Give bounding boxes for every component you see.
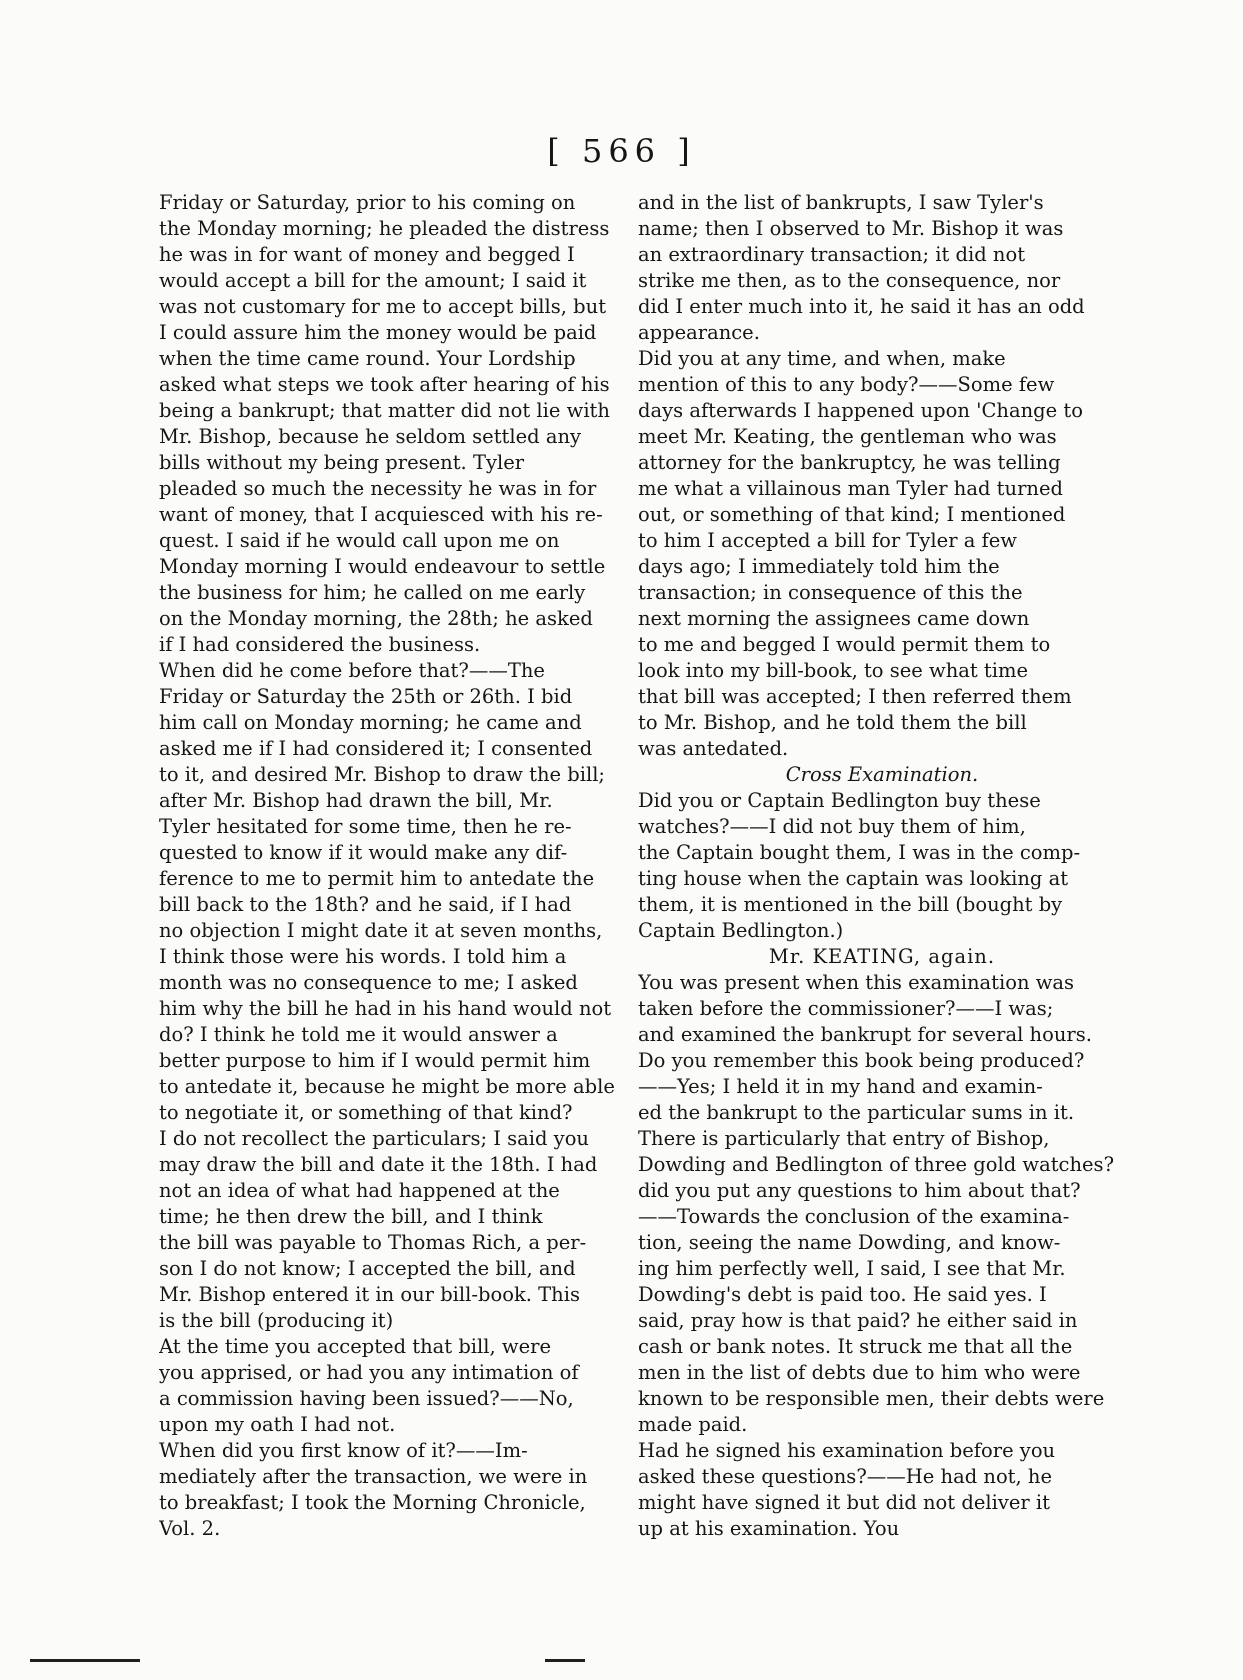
- text-line: him why the bill he had in his hand would not: [159, 997, 612, 1020]
- text-line: the bill was payable to Thomas Rich, a per-: [159, 1231, 587, 1254]
- text-line: to it, and desired Mr. Bishop to draw the bill;: [159, 763, 606, 786]
- text-line: son I do not know; I accepted the bill, and: [159, 1257, 576, 1280]
- text-line: to Mr. Bishop, and he told them the bill: [638, 711, 1027, 734]
- text-line: cash or bank notes. It struck me that all the: [638, 1335, 1073, 1358]
- text-line: quest. I said if he would call upon me on: [159, 529, 560, 552]
- text-line: to antedate it, because he might be more able: [159, 1075, 615, 1098]
- text-line: after Mr. Bishop had drawn the bill, Mr.: [159, 789, 553, 812]
- text-line: the business for him; he called on me early: [159, 581, 586, 604]
- text-line: look into my bill-book, to see what time: [638, 659, 1029, 682]
- text-line: days afterwards I happened upon 'Change to: [638, 399, 1083, 422]
- text-line: At the time you accepted that bill, were: [159, 1335, 552, 1358]
- text-line: month was no consequence to me; I asked: [159, 971, 578, 994]
- text-line: better purpose to him if I would permit him: [159, 1049, 591, 1072]
- text-line: Mr. Bishop entered it in our bill-book. This: [159, 1283, 580, 1306]
- text-line: known to be responsible men, their debts were: [638, 1387, 1105, 1410]
- text-line: ——Yes; I held it in my hand and examin-: [638, 1075, 1043, 1098]
- text-line: Monday morning I would endeavour to settle: [159, 555, 606, 578]
- text-line: me what a villainous man Tyler had turned: [638, 477, 1063, 500]
- text-line: strike me then, as to the consequence, nor: [638, 269, 1061, 292]
- text-line: to him I accepted a bill for Tyler a few: [638, 529, 1017, 552]
- text-line: want of money, that I acquiesced with his re-: [159, 503, 603, 526]
- text-line: did I enter much into it, he said it has an odd: [638, 295, 1085, 318]
- text-line: bills without my being present. Tyler: [159, 451, 525, 474]
- text-line: Do you remember this book being produced?: [638, 1049, 1085, 1072]
- text-line: transaction; in consequence of this the: [638, 581, 1023, 604]
- text-line: an extraordinary transaction; it did not: [638, 243, 1026, 266]
- text-line: being a bankrupt; that matter did not lie with: [159, 399, 610, 422]
- text-line: taken before the commissioner?——I was;: [638, 997, 1054, 1020]
- text-line: and examined the bankrupt for several hours.: [638, 1023, 1092, 1046]
- text-line: made paid.: [638, 1413, 748, 1436]
- text-line: bill back to the 18th? and he said, if I had: [159, 893, 572, 916]
- text-line: the Captain bought them, I was in the comp-: [638, 841, 1081, 864]
- text-line: would accept a bill for the amount; I said it: [159, 269, 587, 292]
- text-line: pleaded so much the necessity he was in for: [159, 477, 597, 500]
- text-line: on the Monday morning, the 28th; he asked: [159, 607, 593, 630]
- text-line: Captain Bedlington.): [638, 919, 844, 942]
- text-line: I could assure him the money would be paid: [159, 321, 597, 344]
- text-line: Friday or Saturday the 25th or 26th. I bid: [159, 685, 573, 708]
- text-line: There is particularly that entry of Bishop,: [638, 1127, 1050, 1150]
- text-line: to me and begged I would permit them to: [638, 633, 1051, 656]
- text-line: men in the list of debts due to him who were: [638, 1361, 1081, 1384]
- text-line: may draw the bill and date it the 18th. I had: [159, 1153, 598, 1176]
- left-text-column: [159, 190, 647, 1542]
- text-line: he was in for want of money and begged I: [159, 243, 575, 266]
- page-number: [ 566 ]: [547, 132, 696, 170]
- text-line: Had he signed his examination before you: [638, 1439, 1056, 1462]
- text-line: a commission having been issued?——No,: [159, 1387, 574, 1410]
- text-line: days ago; I immediately told him the: [638, 555, 1000, 578]
- text-line: Dowding's debt is paid too. He said yes. I: [638, 1283, 1047, 1306]
- text-line: Tyler hesitated for some time, then he re-: [159, 815, 572, 838]
- text-line: do? I think he told me it would answer a: [159, 1023, 558, 1046]
- text-line: Vol. 2.: [159, 1517, 221, 1540]
- text-line: I think those were his words. I told him a: [159, 945, 567, 968]
- text-line: did you put any questions to him about that?: [638, 1179, 1081, 1202]
- text-line: him call on Monday morning; he came and: [159, 711, 582, 734]
- text-line: asked what steps we took after hearing of his: [159, 373, 610, 396]
- text-line: quested to know if it would make any dif-: [159, 841, 568, 864]
- text-line: name; then I observed to Mr. Bishop it was: [638, 217, 1064, 240]
- text-line: out, or something of that kind; I mentioned: [638, 503, 1066, 526]
- text-line: ed the bankrupt to the particular sums in it.: [638, 1101, 1075, 1124]
- text-line: meet Mr. Keating, the gentleman who was: [638, 425, 1057, 448]
- text-line: attorney for the bankruptcy, he was telling: [638, 451, 1061, 474]
- text-line: When did you first know of it?——Im-: [159, 1439, 528, 1462]
- text-line: might have signed it but did not deliver it: [638, 1491, 1050, 1514]
- text-line: I do not recollect the particulars; I said you: [159, 1127, 589, 1150]
- text-line: mention of this to any body?——Some few: [638, 373, 1055, 396]
- text-line: asked me if I had considered it; I consented: [159, 737, 593, 760]
- text-line: ting house when the captain was looking at: [638, 867, 1069, 890]
- text-line: You was present when this examination was: [638, 971, 1075, 994]
- text-line: and in the list of bankrupts, I saw Tyler's: [638, 191, 1044, 214]
- text-line: if I had considered the business.: [159, 633, 481, 656]
- text-line: the Monday morning; he pleaded the distress: [159, 217, 610, 240]
- text-line: up at his examination. You: [638, 1517, 900, 1540]
- text-line: you apprised, or had you any intimation of: [159, 1361, 579, 1384]
- text-line: Did you at any time, and when, make: [638, 347, 1006, 370]
- text-line: When did he come before that?——The: [159, 659, 545, 682]
- text-line: said, pray how is that paid? he either said in: [638, 1309, 1078, 1332]
- text-line: Dowding and Bedlington of three gold watches?: [638, 1153, 1115, 1176]
- text-line: time; he then drew the bill, and I think: [159, 1205, 543, 1228]
- text-line: ference to me to permit him to antedate the: [159, 867, 595, 890]
- text-line: Friday or Saturday, prior to his coming on: [159, 191, 576, 214]
- text-line: tion, seeing the name Dowding, and know-: [638, 1231, 1061, 1254]
- text-line: to negotiate it, or something of that kind?: [159, 1101, 573, 1124]
- text-line: Cross Examination.: [785, 763, 979, 786]
- text-line: mediately after the transaction, we were in: [159, 1465, 588, 1488]
- text-line: ing him perfectly well, I said, I see that Mr.: [638, 1257, 1066, 1280]
- text-line: next morning the assignees came down: [638, 607, 1030, 630]
- text-line: asked these questions?——He had not, he: [638, 1465, 1053, 1488]
- text-line: Did you or Captain Bedlington buy these: [638, 789, 1041, 812]
- text-line: Mr. KEATING, again.: [768, 945, 996, 968]
- text-line: ——Towards the conclusion of the examina-: [638, 1205, 1070, 1228]
- text-line: appearance.: [638, 321, 760, 344]
- right-text-column: [638, 190, 1126, 1542]
- text-line: upon my oath I had not.: [159, 1413, 396, 1436]
- text-line: not an idea of what had happened at the: [159, 1179, 560, 1202]
- text-line: Mr. Bishop, because he seldom settled any: [159, 425, 582, 448]
- text-line: no objection I might date it at seven months,: [159, 919, 603, 942]
- text-line: was antedated.: [638, 737, 789, 760]
- text-line: that bill was accepted; I then referred them: [638, 685, 1072, 708]
- text-line: them, it is mentioned in the bill (bought by: [638, 893, 1063, 916]
- text-line: was not customary for me to accept bills, but: [159, 295, 607, 318]
- bottom-rule-mark: [30, 1659, 140, 1662]
- text-line: to breakfast; I took the Morning Chronicle,: [159, 1491, 586, 1514]
- text-line: when the time came round. Your Lordship: [159, 347, 576, 370]
- bottom-rule-mark: [545, 1659, 585, 1662]
- text-line: is the bill (producing it): [159, 1309, 394, 1332]
- text-line: watches?——I did not buy them of him,: [638, 815, 1026, 838]
